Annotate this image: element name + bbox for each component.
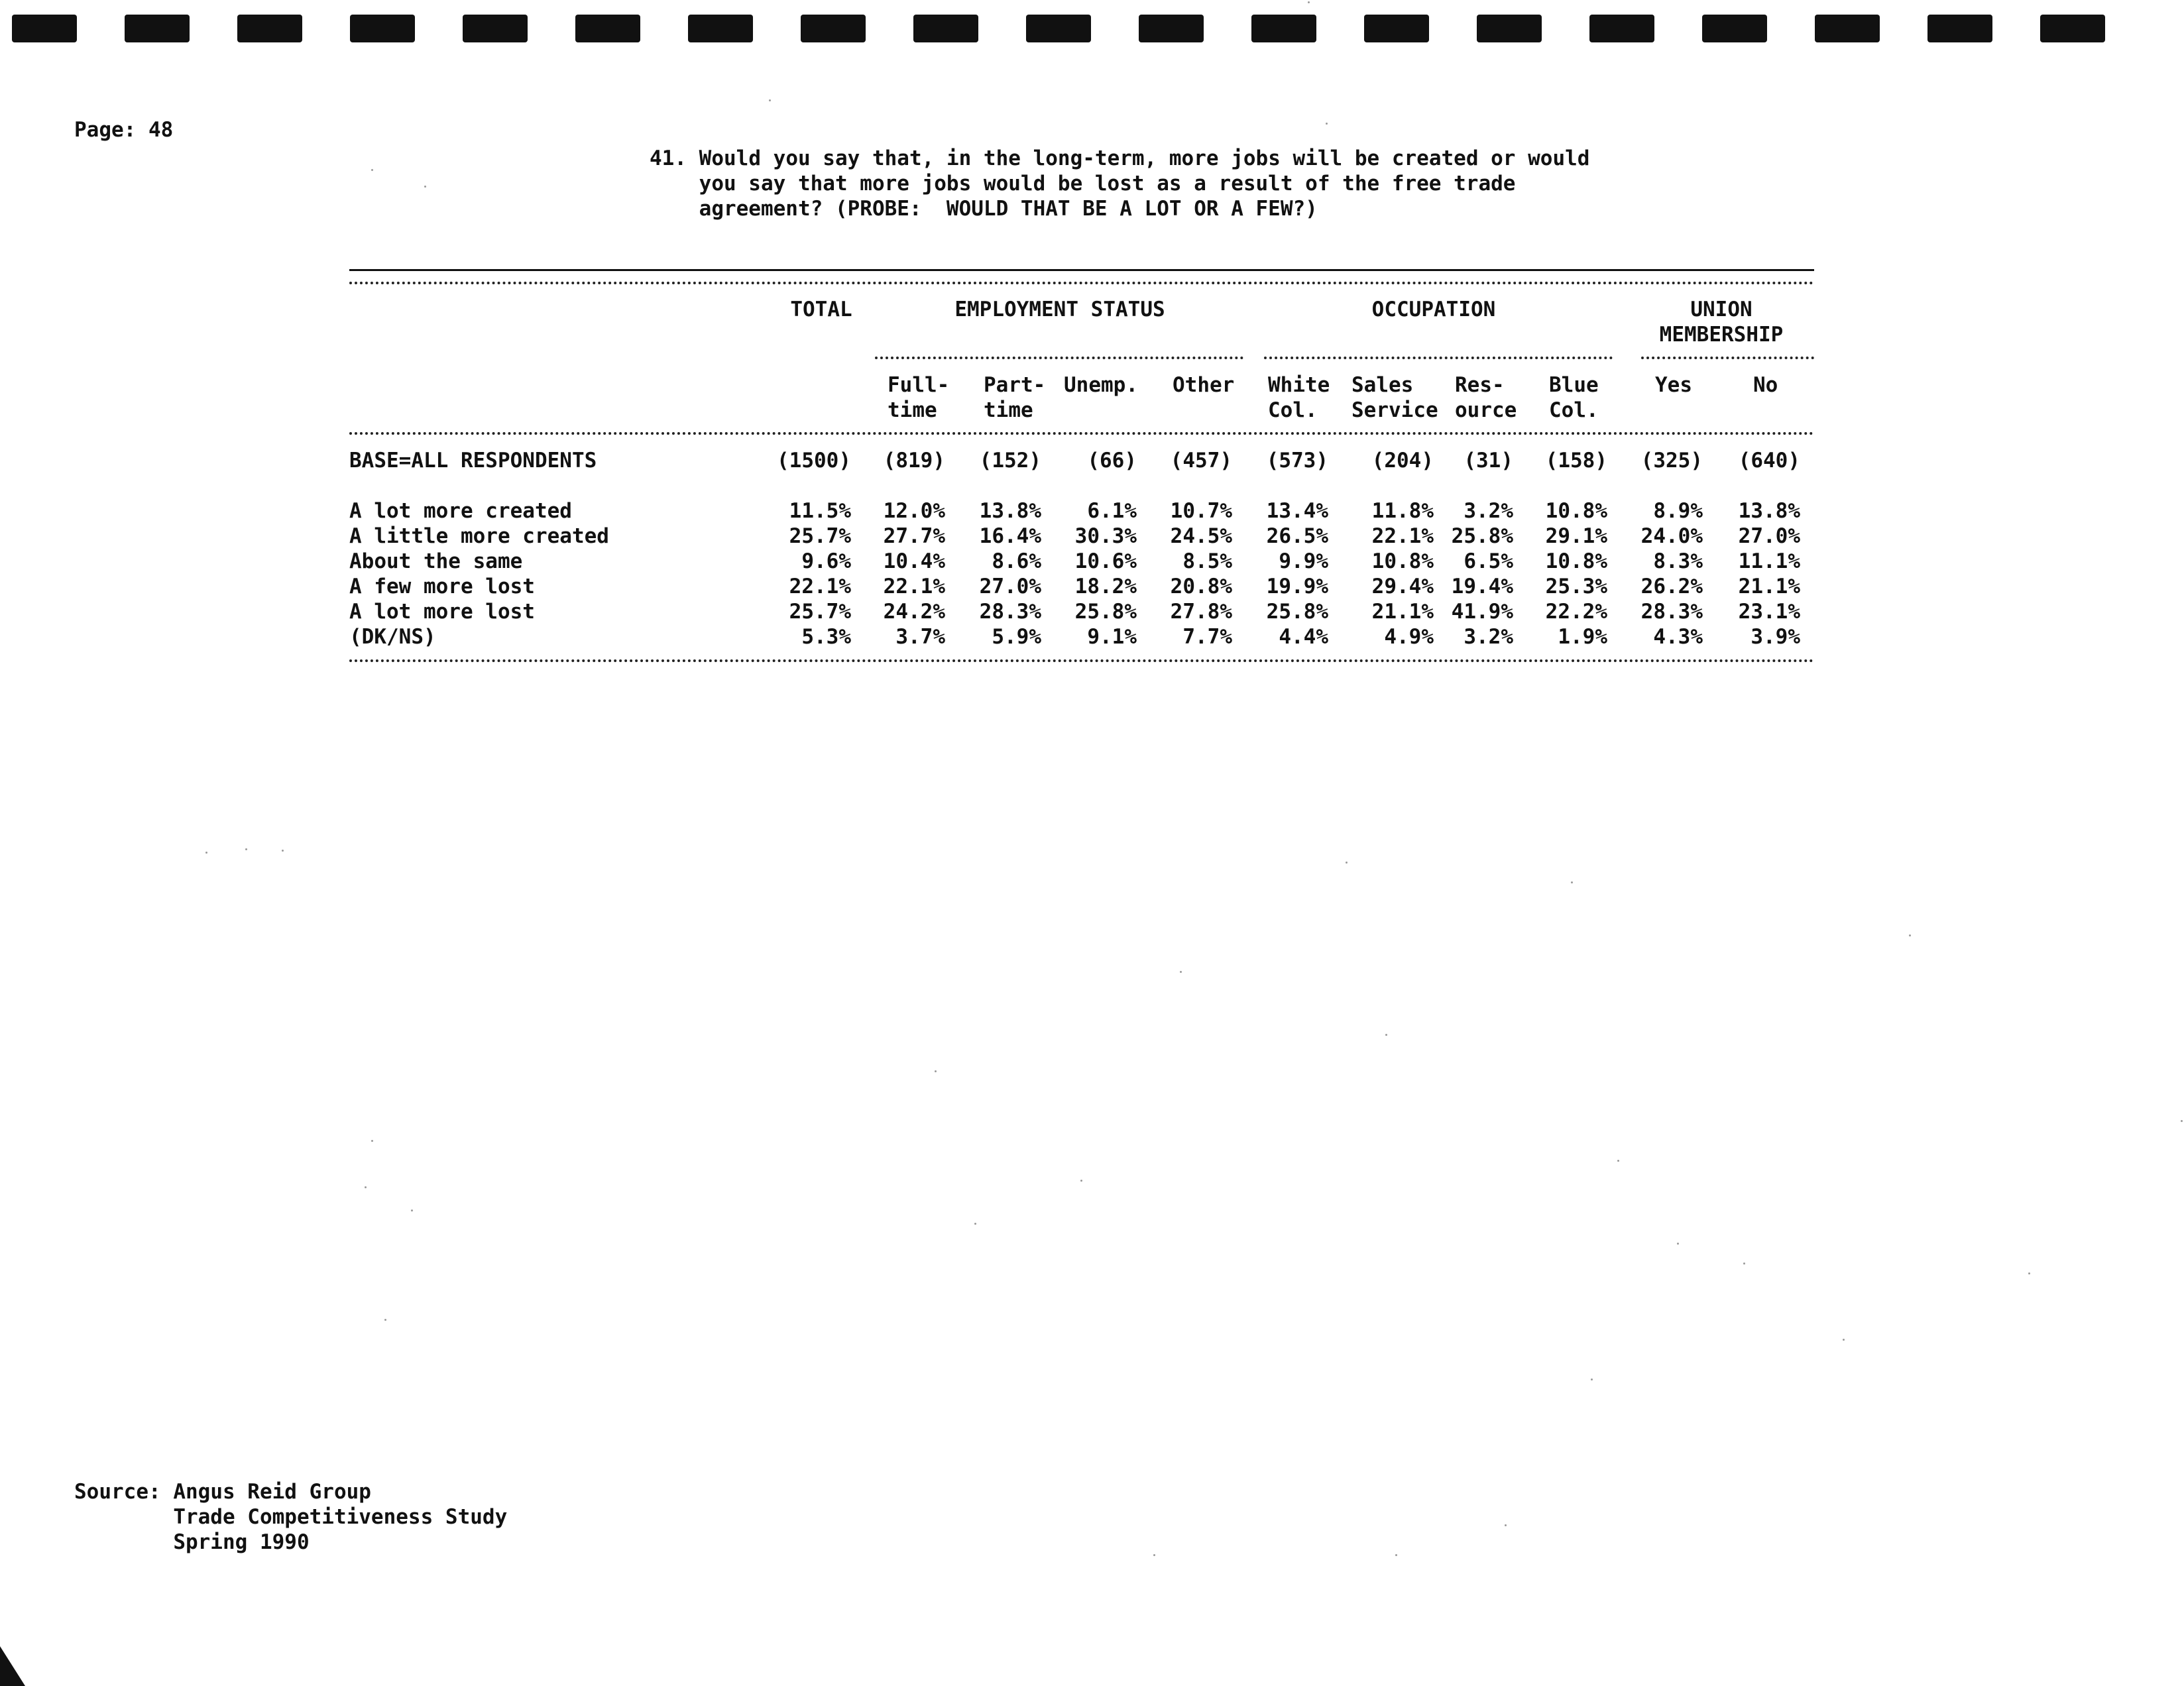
base-row-value: (204) <box>1371 449 1434 473</box>
table-cell: 4.4% <box>1279 625 1328 649</box>
table-cell: 4.9% <box>1384 625 1434 649</box>
base-row-value: (819) <box>883 449 945 473</box>
table-cell: 8.3% <box>1653 549 1703 573</box>
table-cell: 3.2% <box>1464 625 1513 649</box>
table-cell: 27.0% <box>979 575 1041 598</box>
source-note <box>74 1479 507 1555</box>
page-number: Page: 48 <box>74 118 174 142</box>
question-line-1: Would you say that, in the long-term, more jobs will be created or would <box>699 146 1590 170</box>
table-cell: 29.4% <box>1371 575 1434 598</box>
table-cell: 25.3% <box>1545 575 1607 598</box>
table-cell: 30.3% <box>1074 524 1137 548</box>
scan-speck <box>411 1209 413 1211</box>
header-union-line-1: UNION <box>1690 298 1753 321</box>
table-cell: 8.6% <box>992 549 1041 573</box>
feed-hole <box>350 15 415 42</box>
feed-hole <box>1702 15 1767 42</box>
scan-speck <box>1843 1339 1845 1341</box>
table-cell: 13.4% <box>1266 499 1328 523</box>
table-bottom-dashed-rule <box>349 659 1814 662</box>
table-cell: 8.5% <box>1182 549 1232 573</box>
feed-hole <box>2040 15 2105 42</box>
column-header-line-1: Part- <box>984 373 1046 397</box>
table-cell: 19.9% <box>1266 575 1328 598</box>
table-cell: 1.9% <box>1558 625 1607 649</box>
table-cell: 3.2% <box>1464 499 1513 523</box>
feed-hole <box>1251 15 1316 42</box>
scan-speck <box>1591 1378 1593 1380</box>
column-header-line-2: time <box>984 398 1033 422</box>
table-cell: 11.5% <box>789 499 851 523</box>
table-cell: 16.4% <box>979 524 1041 548</box>
table-cell: 11.8% <box>1371 499 1434 523</box>
scan-speck <box>1180 971 1182 973</box>
scan-speck <box>282 850 284 852</box>
feed-hole <box>1364 15 1429 42</box>
row-label: A lot more lost <box>349 600 535 624</box>
header-employment-status: EMPLOYMENT STATUS <box>954 298 1165 321</box>
scan-speck <box>1308 1 1310 3</box>
table-cell: 18.2% <box>1074 575 1137 598</box>
table-cell: 25.8% <box>1266 600 1328 624</box>
scan-speck <box>1346 862 1348 864</box>
feed-hole <box>1589 15 1654 42</box>
table-cell: 4.3% <box>1653 625 1703 649</box>
table-cell: 28.3% <box>1640 600 1703 624</box>
column-header-line-1: Res- <box>1455 373 1505 397</box>
page-corner-mark <box>0 1646 25 1686</box>
feed-hole <box>575 15 640 42</box>
header-union-line-2: MEMBERSHIP <box>1659 323 1784 347</box>
scan-speck <box>1080 1180 1082 1182</box>
table-cell: 6.1% <box>1087 499 1137 523</box>
table-cell: 9.1% <box>1087 625 1137 649</box>
table-cell: 27.0% <box>1738 524 1800 548</box>
base-row-value: (158) <box>1545 449 1607 473</box>
feed-hole <box>125 15 190 42</box>
scan-speck <box>974 1223 976 1225</box>
scan-speck <box>1571 881 1573 883</box>
table-top-dashed-rule <box>349 282 1814 284</box>
header-total: TOTAL <box>790 298 852 321</box>
column-header-line-2: time <box>888 398 937 422</box>
feed-hole <box>1139 15 1204 42</box>
table-cell: 20.8% <box>1170 575 1232 598</box>
table-cell: 23.1% <box>1738 600 1800 624</box>
scan-speck <box>1617 1160 1619 1162</box>
table-cell: 10.8% <box>1371 549 1434 573</box>
question-number: 41. <box>650 146 687 170</box>
source-line-1: Angus Reid Group <box>173 1480 371 1504</box>
source-line-3: Spring 1990 <box>173 1530 310 1554</box>
feed-hole <box>1927 15 1992 42</box>
table-cell: 9.6% <box>801 549 851 573</box>
table-cell: 25.8% <box>1451 524 1513 548</box>
table-cell: 25.7% <box>789 600 851 624</box>
table-cell: 22.1% <box>883 575 945 598</box>
occupation-group-rule <box>1264 357 1613 359</box>
column-header-line-1: Yes <box>1655 373 1692 397</box>
row-label: A lot more created <box>349 499 572 523</box>
header-bottom-dashed-rule <box>349 432 1814 435</box>
row-label: A little more created <box>349 524 609 548</box>
table-cell: 3.7% <box>895 625 945 649</box>
table-cell: 27.8% <box>1170 600 1232 624</box>
table-cell: 24.5% <box>1170 524 1232 548</box>
table-cell: 13.8% <box>1738 499 1800 523</box>
column-header-line-1: White <box>1268 373 1330 397</box>
base-row-value: (573) <box>1266 449 1328 473</box>
employment-group-rule <box>875 357 1243 359</box>
column-header-line-1: Unemp. <box>1064 373 1138 397</box>
scan-speck <box>1385 1034 1387 1036</box>
scan-speck <box>371 169 373 171</box>
scan-speck <box>1909 934 1911 936</box>
scan-speck <box>2181 1120 2183 1122</box>
scan-speck <box>1677 1243 1679 1245</box>
base-row-value: (152) <box>979 449 1041 473</box>
table-cell: 10.7% <box>1170 499 1232 523</box>
question-text <box>650 146 1589 221</box>
table-cell: 13.8% <box>979 499 1041 523</box>
scan-speck <box>1326 123 1328 125</box>
row-label: About the same <box>349 549 523 573</box>
source-line-2: Trade Competitiveness Study <box>173 1505 508 1529</box>
table-cell: 10.4% <box>883 549 945 573</box>
table-cell: 25.8% <box>1074 600 1137 624</box>
header-occupation: OCCUPATION <box>1371 298 1496 321</box>
table-cell: 28.3% <box>979 600 1041 624</box>
scan-speck <box>1395 1554 1397 1556</box>
scan-speck <box>935 1070 937 1072</box>
table-cell: 21.1% <box>1738 575 1800 598</box>
table-cell: 24.2% <box>883 600 945 624</box>
table-cell: 10.8% <box>1545 549 1607 573</box>
table-cell: 22.2% <box>1545 600 1607 624</box>
table-cell: 27.7% <box>883 524 945 548</box>
feed-hole <box>801 15 866 42</box>
question-line-3: agreement? (PROBE: WOULD THAT BE A LOT OR A FEW?) <box>699 197 1318 221</box>
table-cell: 10.8% <box>1545 499 1607 523</box>
table-cell: 6.5% <box>1464 549 1513 573</box>
column-header-line-2: Col. <box>1549 398 1599 422</box>
scan-speck <box>424 186 426 188</box>
question-line-2: you say that more jobs would be lost as a result of the free trade <box>699 172 1516 196</box>
source-label: Source: <box>74 1480 161 1504</box>
scan-speck <box>384 1319 386 1321</box>
table-cell: 21.1% <box>1371 600 1434 624</box>
table-cell: 9.9% <box>1279 549 1328 573</box>
feed-hole <box>237 15 302 42</box>
table-cell: 29.1% <box>1545 524 1607 548</box>
union-group-rule <box>1641 357 1814 359</box>
scan-speck <box>1743 1263 1745 1264</box>
table-cell: 5.3% <box>801 625 851 649</box>
tractor-feed-strip <box>0 15 2184 42</box>
table-cell: 25.7% <box>789 524 851 548</box>
column-header-line-1: Sales <box>1351 373 1414 397</box>
column-header-line-2: ource <box>1455 398 1517 422</box>
table-cell: 22.1% <box>1371 524 1434 548</box>
table-cell: 5.9% <box>992 625 1041 649</box>
table-cell: 22.1% <box>789 575 851 598</box>
scan-speck <box>205 852 207 854</box>
feed-hole <box>1026 15 1091 42</box>
base-row-value: (66) <box>1087 449 1137 473</box>
feed-hole <box>688 15 753 42</box>
table-cell: 3.9% <box>1751 625 1800 649</box>
feed-hole <box>12 15 77 42</box>
table-cell: 24.0% <box>1640 524 1703 548</box>
base-row-value: (457) <box>1170 449 1232 473</box>
column-header-line-1: Full- <box>888 373 950 397</box>
scan-speck <box>365 1186 367 1188</box>
table-cell: 12.0% <box>883 499 945 523</box>
column-header-line-2: Service <box>1351 398 1438 422</box>
scan-speck <box>1153 1554 1155 1556</box>
base-row-label: BASE=ALL RESPONDENTS <box>349 449 597 473</box>
feed-hole <box>1477 15 1542 42</box>
table-cell: 19.4% <box>1451 575 1513 598</box>
table-cell: 41.9% <box>1451 600 1513 624</box>
scan-speck <box>769 99 771 101</box>
row-label: (DK/NS) <box>349 625 436 649</box>
table-top-rule <box>349 269 1814 271</box>
row-label: A few more lost <box>349 575 535 598</box>
feed-hole <box>1815 15 1880 42</box>
scan-speck <box>371 1140 373 1142</box>
table-cell: 7.7% <box>1182 625 1232 649</box>
scan-speck <box>2028 1272 2030 1274</box>
table-cell: 11.1% <box>1738 549 1800 573</box>
table-cell: 10.6% <box>1074 549 1137 573</box>
base-row-value: (1500) <box>777 449 851 473</box>
scan-speck <box>1505 1524 1507 1526</box>
table-cell: 26.2% <box>1640 575 1703 598</box>
scan-speck <box>245 848 247 850</box>
feed-hole <box>913 15 978 42</box>
feed-hole <box>463 15 528 42</box>
table-cell: 8.9% <box>1653 499 1703 523</box>
base-row-value: (640) <box>1738 449 1800 473</box>
column-header-line-1: Blue <box>1549 373 1599 397</box>
base-row-value: (31) <box>1464 449 1513 473</box>
column-header-line-1: Other <box>1173 373 1235 397</box>
column-header-line-2: Col. <box>1268 398 1318 422</box>
table-cell: 26.5% <box>1266 524 1328 548</box>
base-row-value: (325) <box>1640 449 1703 473</box>
column-header-line-1: No <box>1753 373 1778 397</box>
